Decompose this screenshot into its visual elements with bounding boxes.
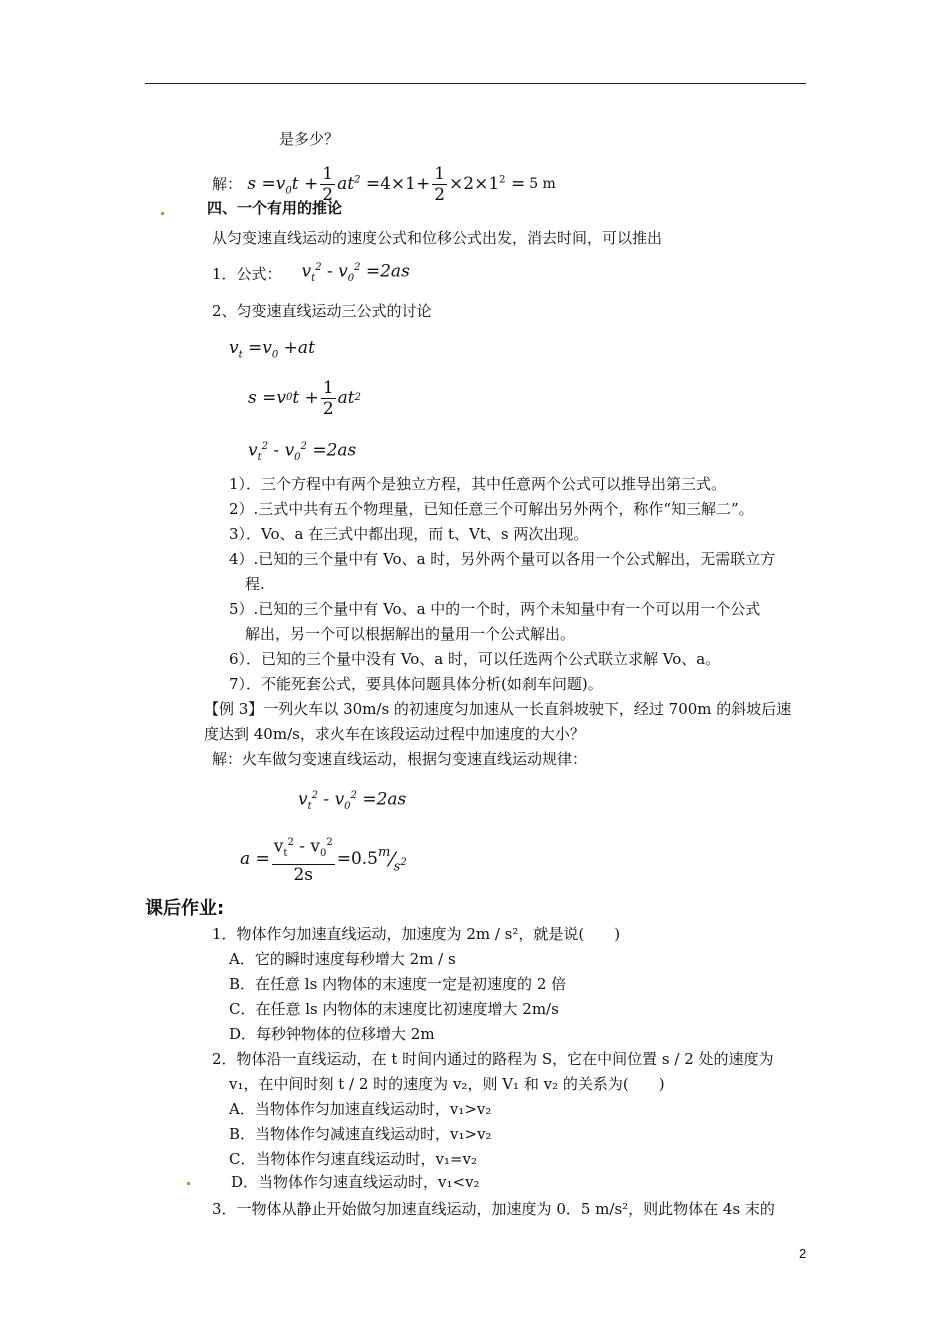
continuation-text: 是多少？: [279, 130, 340, 148]
example-3-line-2: 度达到 40m/s，求火车在该段运动过程中加速度的大小？: [204, 725, 585, 743]
question-1-option-b: B．在任意 ls 内物体的末速度一定是初速度的 2 倍: [229, 975, 567, 993]
question-3-stem: 3．一物体从静止开始做匀加速直线运动，加速度为 0．5 m/s²，则此物体在 4s 末的: [212, 1200, 775, 1218]
question-2-stem-1: 2．物体沿一直线运动，在 t 时间内通过的路程为 S，它在中间位置 s / 2 处的速度为: [212, 1050, 774, 1068]
question-1-option-d: D．每秒钟物体的位移增大 2m: [229, 1025, 435, 1043]
note-5-cont: 解出，另一个可以根据解出的量用一个公式解出。: [245, 625, 576, 643]
question-1-stem: 1．物体作匀加速直线运动，加速度为 2m / s²，就是说( ): [212, 925, 621, 943]
section-4-title: 四、一个有用的推论: [207, 199, 343, 217]
displacement-formula: s =v 0 t + $\frac{1}{2}$ at 2: [248, 377, 362, 419]
velocity-displacement-formula: $v_t^2 - v_0^2 =2as$: [301, 261, 410, 285]
velocity-squared-formula: $v_t^2 - v_0^2 =2as$: [248, 440, 357, 464]
question-2-option-d: D．当物体作匀速直线运动时，v₁<v₂: [231, 1173, 480, 1191]
question-2-option-b: B．当物体作匀减速直线运动时，v₁>v₂: [229, 1125, 492, 1143]
formula-line: [212, 258, 410, 289]
solution-1-formula: $s =v_0t$ + $\frac{1}{2}$ $at^2 =4\times 1+$ $\frac{1}{2}$ $\times 2\times 1^2$ =: [242, 163, 526, 205]
note-4-cont: 程.: [245, 575, 265, 593]
velocity-formula: $v_t =v_0 +at$: [229, 338, 315, 361]
example-3-line-1: 【例 3】一列火车以 30m/s 的初速度匀加速从一长直斜坡驶下，经过 700m 的斜坡后速: [204, 700, 792, 718]
note-7: 7）．不能死套公式，要具体问题具体分析(如刹车问题)。: [229, 675, 603, 693]
example-3-solution: 解：火车做匀变速直线运动，根据匀变速直线运动规律：: [212, 750, 588, 768]
discussion-title: 2、匀变速直线运动三公式的讨论: [212, 302, 432, 320]
formula-label: 1．公式：: [212, 264, 282, 283]
page-number: 2: [799, 1246, 807, 1261]
question-2-option-c: C．当物体作匀速直线运动时，v₁=v₂: [229, 1150, 478, 1168]
note-2: 2）.三式中共有五个物理量，已知任意三个可解出另外两个，称作“知三解二”。: [229, 500, 754, 518]
header-rule: [145, 83, 806, 84]
question-1-option-a: A．它的瞬时速度每秒增大 2m / s: [229, 950, 456, 968]
homework-title: 课后作业:: [145, 898, 225, 919]
section-4-intro: 从匀变速直线运动的速度公式和位移公式出发，消去时间，可以推出: [212, 229, 663, 247]
bullet-dot: [161, 212, 164, 215]
solution-1-result: 5 m: [529, 176, 556, 192]
note-1: 1）．三个方程中有两个是独立方程，其中任意两个公式可以推导出第三式。: [229, 475, 727, 493]
question-1-option-c: C．在任意 ls 内物体的末速度比初速度增大 2m/s: [229, 1000, 559, 1018]
example-3-formula: $v_t^2 - v_0^2 =2as$: [298, 789, 407, 813]
solution-1-prefix: 解：: [212, 175, 243, 193]
note-6: 6）．已知的三个量中没有 Vo、a 时，可以任选两个公式联立求解 Vo、a。: [229, 650, 721, 668]
note-4: 4）.已知的三个量中有 Vo、a 时，另外两个量可以各用一个公式解出，无需联立方: [229, 550, 776, 568]
note-3: 3）．Vo、a 在三式中都出现，而 t、Vt、s 两次出现。: [229, 525, 589, 543]
question-2-stem-2: v₁，在中间时刻 t / 2 时的速度为 v₂，则 V₁ 和 v₂ 的关系为( ): [229, 1075, 665, 1093]
acceleration-result: a = $\frac{v_t^2 - v_0^2}{2s}$ =0.5 m ⁄ $s^2$: [240, 834, 407, 884]
question-2-option-a: A．当物体作匀加速直线运动时，v₁>v₂: [229, 1100, 492, 1118]
note-5: 5）.已知的三个量中有 Vo、a 中的一个时，两个未知量中有一个可以用一个公式: [229, 600, 761, 618]
bullet-dot: [187, 1182, 190, 1185]
